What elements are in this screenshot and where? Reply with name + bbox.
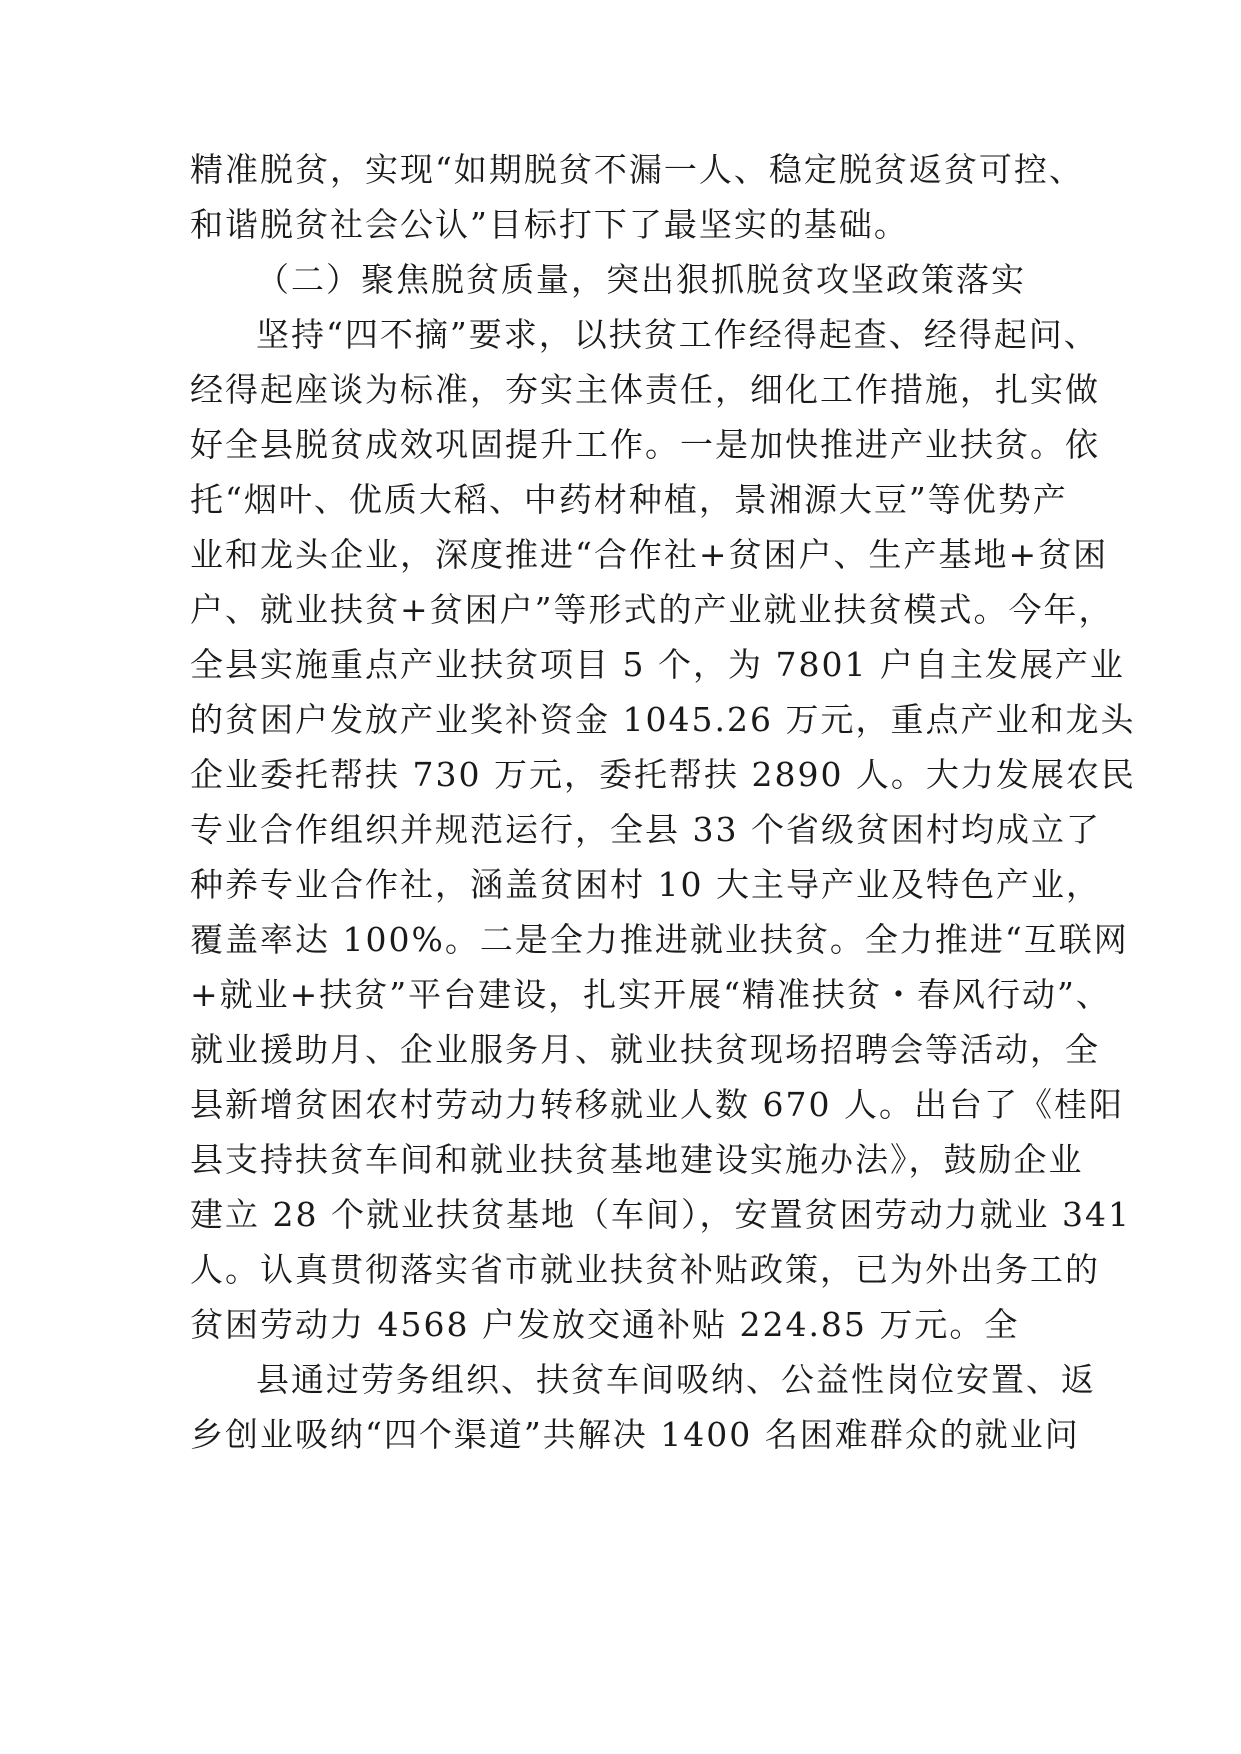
body-text-line: 专业合作组织并规范运行，全县 33 个省级贫困村均成立了 bbox=[190, 810, 1101, 849]
body-text-line: 就业援助月、企业服务月、就业扶贫现场招聘会等活动，全 bbox=[190, 1030, 1100, 1069]
body-text-line: 和谐脱贫社会公认”目标打下了最坚实的基础。 bbox=[190, 205, 909, 244]
body-text-line: 人。认真贯彻落实省市就业扶贫补贴政策，已为外出务工的 bbox=[190, 1250, 1100, 1289]
body-text-line: 贫困劳动力 4568 户发放交通补贴 224.85 万元。全 bbox=[190, 1305, 1020, 1344]
body-text-line: 县通过劳务组织、扶贫车间吸纳、公益性岗位安置、返 bbox=[256, 1360, 1096, 1399]
body-text-line: 县新增贫困农村劳动力转移就业人数 670 人。出台了《桂阳 bbox=[190, 1085, 1124, 1124]
body-text-line: 企业委托帮扶 730 万元，委托帮扶 2890 人。大力发展农民 bbox=[190, 755, 1136, 794]
body-text-line: 县支持扶贫车间和就业扶贫基地建设实施办法》，鼓励企业 bbox=[190, 1140, 1084, 1179]
body-text-line: 全县实施重点产业扶贫项目 5 个，为 7801 户自主发展产业 bbox=[190, 645, 1125, 684]
body-text-line: 好全县脱贫成效巩固提升工作。一是加快推进产业扶贫。依 bbox=[190, 425, 1100, 464]
section-heading: （二）聚焦脱贫质量，突出狠抓脱贫攻坚政策落实 bbox=[256, 260, 1026, 299]
body-text-line: 托“烟叶、优质大稻、中药材种植，景湘源大豆”等优势产 bbox=[190, 480, 1068, 519]
body-text-line: 经得起座谈为标准，夯实主体责任，细化工作措施，扎实做 bbox=[190, 370, 1100, 409]
body-text-line: +就业+扶贫”平台建设，扎实开展“精准扶贫・春风行动”、 bbox=[190, 975, 1111, 1014]
body-text-line: 业和龙头企业，深度推进“合作社+贫困户、生产基地+贫困 bbox=[190, 535, 1109, 574]
body-text-line: 建立 28 个就业扶贫基地（车间），安置贫困劳动力就业 341 bbox=[190, 1195, 1131, 1234]
body-text-line: 坚持“四不摘”要求，以扶贫工作经得起查、经得起问、 bbox=[256, 315, 1099, 354]
body-text-line: 覆盖率达 100%。二是全力推进就业扶贫。全力推进“互联网 bbox=[190, 920, 1129, 959]
body-text-line: 户、就业扶贫+贫困户”等形式的产业就业扶贫模式。今年， bbox=[190, 590, 1114, 629]
body-text-line: 乡创业吸纳“四个渠道”共解决 1400 名困难群众的就业问 bbox=[190, 1415, 1080, 1454]
body-text-line: 种养专业合作社，涵盖贫困村 10 大主导产业及特色产业， bbox=[190, 865, 1101, 904]
body-text-line: 的贫困户发放产业奖补资金 1045.26 万元，重点产业和龙头 bbox=[190, 700, 1136, 739]
body-text-line: 精准脱贫，实现“如期脱贫不漏一人、稳定脱贫返贫可控、 bbox=[190, 150, 1084, 189]
